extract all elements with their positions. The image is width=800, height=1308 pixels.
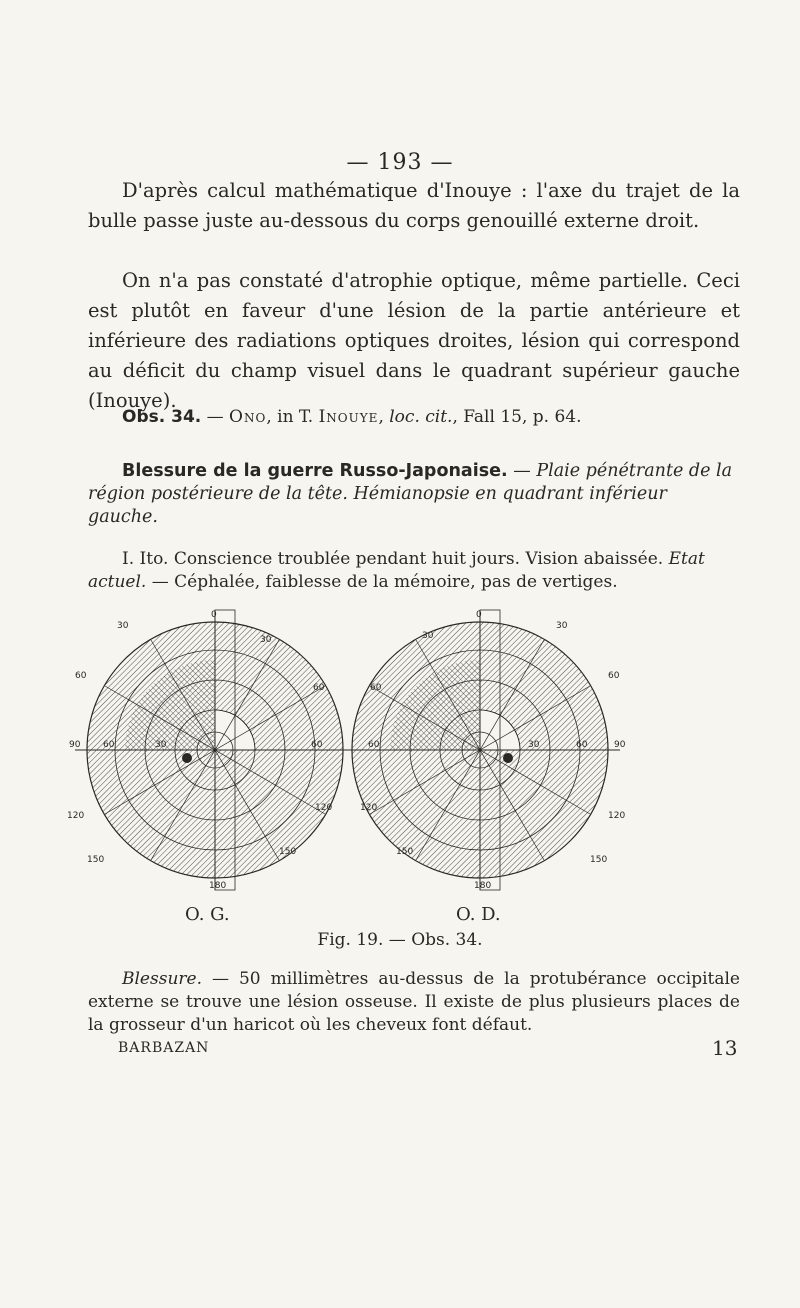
right-tick-150a: 150 (396, 847, 414, 857)
obs-ref2: , (378, 407, 390, 427)
footer-signature: BARBAZAN (118, 1040, 210, 1056)
right-tick-r60: 60 (368, 740, 380, 750)
obs-author: Ono (229, 407, 267, 427)
left-tick-150b: 150 (279, 847, 297, 857)
obs-label: Obs. 34. (122, 407, 202, 427)
case-subtitle: Plaie pénétrante de la région postérieure de la tête. Hémianopsie en quadrant inférieur gauche. (88, 461, 733, 527)
page-number: — 193 — (346, 150, 454, 175)
obs-ref-author: Inouye (318, 407, 379, 427)
obs-dash: — (201, 407, 230, 427)
left-eye-label: O. G. (185, 904, 230, 925)
left-tick-60a: 60 (75, 671, 87, 681)
footer-number: 13 (712, 1036, 738, 1060)
paragraph-3-text2: — Céphalée, faiblesse de la mémoire, pas de vertiges. (146, 572, 618, 592)
right-tick-r60b: 60 (576, 740, 588, 750)
visual-field-figure (60, 580, 740, 900)
paragraph-1: D'après calcul mathématique d'Inouye : l'axe du trajet de la bulle passe juste au-dessous du corps genouillé externe droit. (88, 179, 740, 232)
right-tick-120b: 120 (608, 811, 626, 821)
left-eye-chart (67, 610, 355, 891)
case-dash: — (507, 461, 537, 481)
left-tick-180: 180 (209, 881, 227, 891)
right-tick-r30: 30 (528, 740, 540, 750)
right-tick-0: 0 (476, 610, 482, 620)
right-tick-60b: 60 (608, 671, 620, 681)
right-blind-spot (503, 753, 513, 763)
case-title: Blessure de la guerre Russo-Japonaise. (122, 461, 508, 481)
left-tick-r30: 30 (155, 740, 167, 750)
paragraph-3-text1: I. Ito. Conscience troublée pendant huit jours. Vision abaissée. (122, 549, 669, 569)
obs-ref3: , Fall 15, p. 64. (452, 407, 582, 427)
paragraph-3-italic: Etat actuel. (88, 549, 705, 592)
figure-caption: Fig. 19. — Obs. 34. (317, 930, 483, 950)
left-tick-150a: 150 (87, 855, 105, 865)
right-tick-180: 180 (474, 881, 492, 891)
right-tick-90: 90 (614, 740, 626, 750)
paragraph-4-italic: Blessure. (122, 969, 202, 989)
left-tick-120b: 120 (315, 803, 333, 813)
left-tick-r60b: 60 (311, 740, 323, 750)
left-tick-30b: 30 (260, 635, 272, 645)
paragraph-4 (88, 968, 740, 1037)
left-tick-0: 0 (211, 610, 217, 620)
left-tick-120a: 120 (67, 811, 85, 821)
obs-ref1: , in T. (266, 407, 319, 427)
right-tick-30b: 30 (556, 621, 568, 631)
right-tick-60a: 60 (370, 683, 382, 693)
paragraph-4-text: — 50 millimètres au-dessus de la protubérance occipitale externe se trouve une lésion osseuse. Il existe de plus plusieurs places de la grosseur d'un haricot où les cheveux font défaut. (88, 969, 740, 1035)
right-tick-30a: 30 (422, 631, 434, 641)
case-heading (88, 460, 740, 529)
right-eye-label: O. D. (456, 904, 501, 925)
observation-reference (122, 407, 581, 427)
left-blind-spot (182, 753, 192, 763)
right-tick-150b: 150 (590, 855, 608, 865)
paragraph-2: On n'a pas constaté d'atrophie optique, même partielle. Ceci est plutôt en faveur d'une lésion de la partie antérieure et inférieure des radiations optiques droites, lésion qui correspond au déficit du champ visuel dans le quadrant supérieur gauche (Inouye). (88, 269, 740, 412)
right-tick-120a: 120 (360, 803, 378, 813)
left-tick-r60: 60 (103, 740, 115, 750)
left-tick-30a: 30 (117, 621, 129, 631)
left-tick-90: 90 (69, 740, 81, 750)
left-tick-60b: 60 (313, 683, 325, 693)
obs-ref-loc: loc. cit. (389, 407, 453, 427)
right-eye-chart (340, 610, 626, 891)
